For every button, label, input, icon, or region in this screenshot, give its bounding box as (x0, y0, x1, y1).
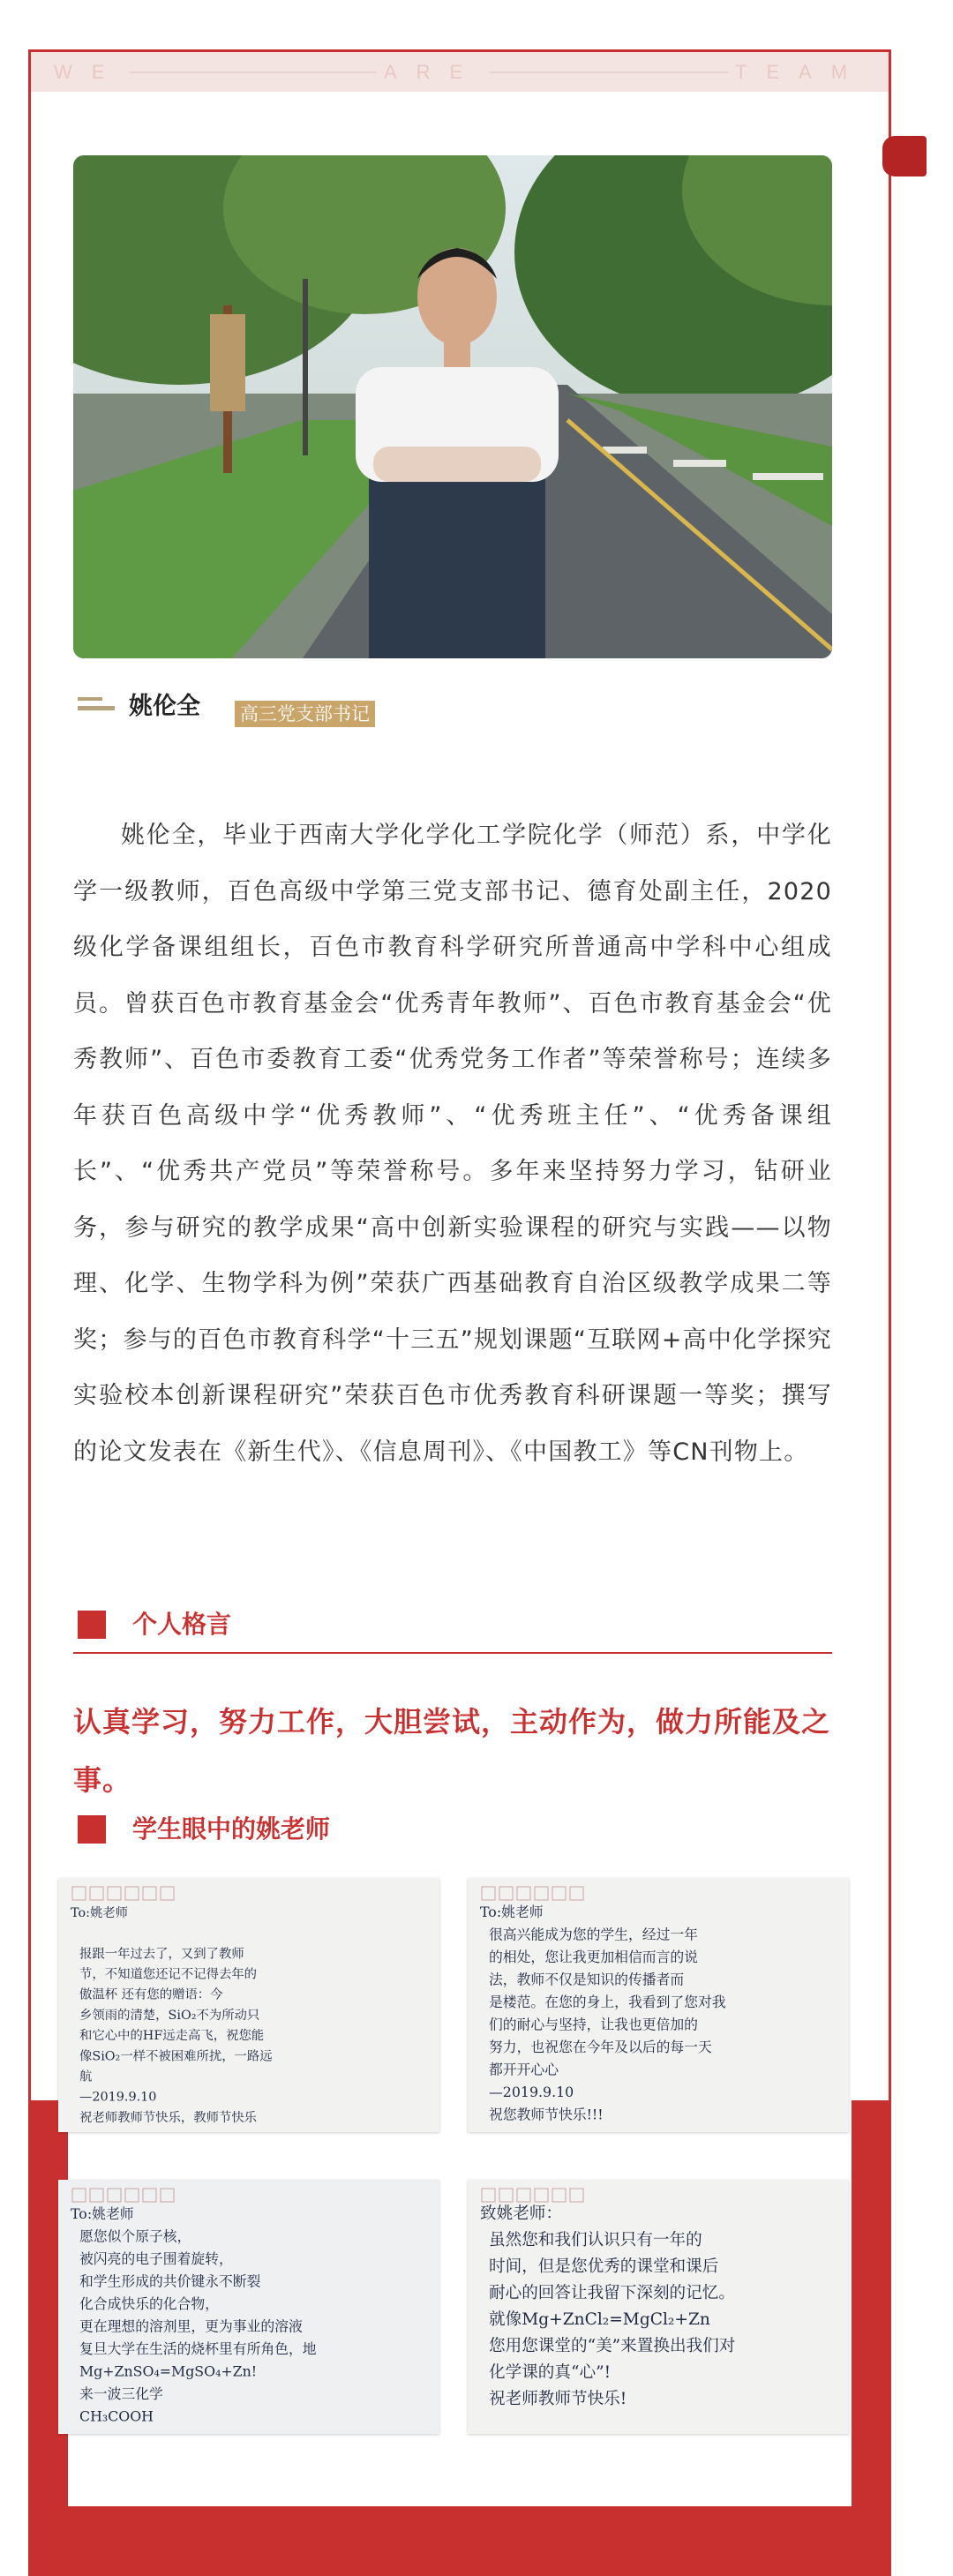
handwritten-line: 虽然您和我们认识只有一年的 (489, 2231, 702, 2249)
handwritten-line: 和它心中的HF远走高飞，祝您能 (79, 2029, 265, 2044)
handwritten-line: 复旦大学在生活的烧杯里有所角色，地 (79, 2340, 317, 2357)
handwritten-line: 被闪亮的电子围着旋转， (79, 2250, 233, 2267)
handwritten-line: 是楼范。在您的身上，我看到了您对我 (489, 1994, 726, 2010)
section-title: 个人格言 (132, 1610, 232, 1639)
handwritten-line: 像SiO₂一样不被困难所扰，一路远 (79, 2049, 273, 2064)
handwritten-line: 的相处，您让我更加相信而言的说 (489, 1949, 698, 1965)
handwritten-line: To:姚老师 (71, 1906, 129, 1920)
title-accent-mark (78, 706, 115, 710)
section-square-icon (78, 1815, 106, 1844)
postcard-image (468, 1878, 849, 2132)
student-card-3 (58, 2180, 439, 2434)
header-divider (490, 71, 728, 73)
handwritten-line: 您用您课堂的“美”来置换出我们对 (489, 2337, 736, 2355)
section-square-icon (78, 1611, 106, 1639)
header-word-team: TEAM (735, 61, 867, 83)
handwritten-line: 都开开心心 (489, 2061, 559, 2078)
handwritten-line: 耐心的回答让我留下深刻的记忆。 (489, 2284, 735, 2302)
handwritten-line: 航 (79, 2069, 93, 2084)
handwritten-line: 化合成快乐的化合物， (79, 2295, 219, 2312)
handwritten-line: 祝老师教师节快乐! (489, 2390, 627, 2408)
postcard-image (58, 1878, 439, 2132)
teacher-name: 姚伦全 (129, 693, 200, 720)
handwritten-line: 努力，也祝您在今年及以后的每一天 (489, 2039, 712, 2055)
handwritten-line: 时间，但是您优秀的课堂和课后 (489, 2257, 719, 2276)
student-card-1 (58, 1878, 439, 2132)
handwritten-line: To:姚老师 (71, 2205, 134, 2222)
handwritten-line: 很高兴能成为您的学生，经过一年 (489, 1926, 698, 1943)
handwritten-line: Mg+ZnSO₄=MgSO₄+Zn! (79, 2362, 258, 2380)
student-card-4 (468, 2180, 849, 2434)
handwritten-line: 来一波三化学 (79, 2385, 163, 2402)
handwritten-line: 法，教师不仅是知识的传播者而 (489, 1971, 685, 1988)
handwritten-line: 祝老师教师节快乐，教师节快乐 (79, 2110, 258, 2125)
teacher-bio: 姚伦全，毕业于西南大学化学化工学院化学（师范）系，中学化学一级教师，百色高级中学第三党支部书记、德育处副主任，2020级化学备课组组长，百色市教育科学研究所普通高中学科中心组成员。曾获百色市教育基金会“优秀青年教师”、百色市教育基金会“优秀教师”、百色市委教育工委“优秀党务工作者”等荣誉称号；连续多年获百色高级中学“优秀教师”、“优秀班主任”、“优秀备课组长”、“优秀共产党员”等荣誉称号。多年来坚持努力学习，钻研业务，参与研究的教学成果“高中创新实验课程的研究与实践——以物理、化学、生物学科为例”荣获广西基础教育自治区级教学成果二等奖；参与的百色市教育科学“十三五”规划课题“互联网+高中化学探究实验校本创新课程研究”荣获百色市优秀教育科研课题一等奖；撰写的论文发表在《新生代》、《信息周刊》、《中国教工》等CN刊物上。 (73, 822, 832, 1466)
teacher-role-badge: 高三党支部书记 (235, 701, 375, 727)
handwritten-line: 和学生形成的共价键永不断裂 (79, 2272, 261, 2290)
handwritten-line: 们的耐心与坚持，让我也更倍加的 (489, 2016, 698, 2033)
handwritten-line: —2019.9.10 (79, 2090, 157, 2105)
handwritten-line: 化学课的真“心”! (489, 2363, 612, 2382)
header-word-we: WE (54, 61, 124, 83)
handwritten-line: 报跟一年过去了，又到了教师 (79, 1947, 244, 1962)
handwritten-line: 祝您教师节快乐!!! (489, 2106, 604, 2123)
motto-text: 认真学习，努力工作，大胆尝试，主动作为，做力所能及之事。 (73, 1705, 831, 1797)
section-divider (73, 1652, 832, 1654)
postcard-image (468, 2180, 849, 2434)
header-band (31, 52, 889, 92)
section-title: 学生眼中的姚老师 (132, 1814, 331, 1844)
handwritten-line: CH₃COOH (79, 2407, 154, 2425)
student-card-2 (468, 1878, 849, 2132)
header-divider (130, 71, 377, 73)
postcard-image (58, 2180, 439, 2434)
handwritten-line: To:姚老师 (480, 1904, 544, 1920)
handwritten-line: 就像Mg+ZnCl₂=MgCl₂+Zn (489, 2310, 710, 2329)
title-accent-mark (78, 697, 102, 701)
handwritten-line: —2019.9.10 (489, 2084, 574, 2100)
handwritten-line: 更在理想的溶剂里，更为事业的溶液 (79, 2317, 303, 2335)
side-tab-marker (882, 136, 927, 176)
handwritten-line: 傲温杯 还有您的赠语：今 (79, 1987, 223, 2002)
teacher-photo (73, 155, 832, 658)
header-word-are: ARE (384, 61, 483, 83)
handwritten-line: 致姚老师： (480, 2204, 562, 2223)
handwritten-line: 节，不知道您还记不记得去年的 (79, 1967, 258, 1982)
handwritten-line: 愿您似个原子核， (79, 2227, 191, 2245)
handwritten-line: 乡领雨的清楚，SiO₂不为所动只 (79, 2008, 260, 2023)
